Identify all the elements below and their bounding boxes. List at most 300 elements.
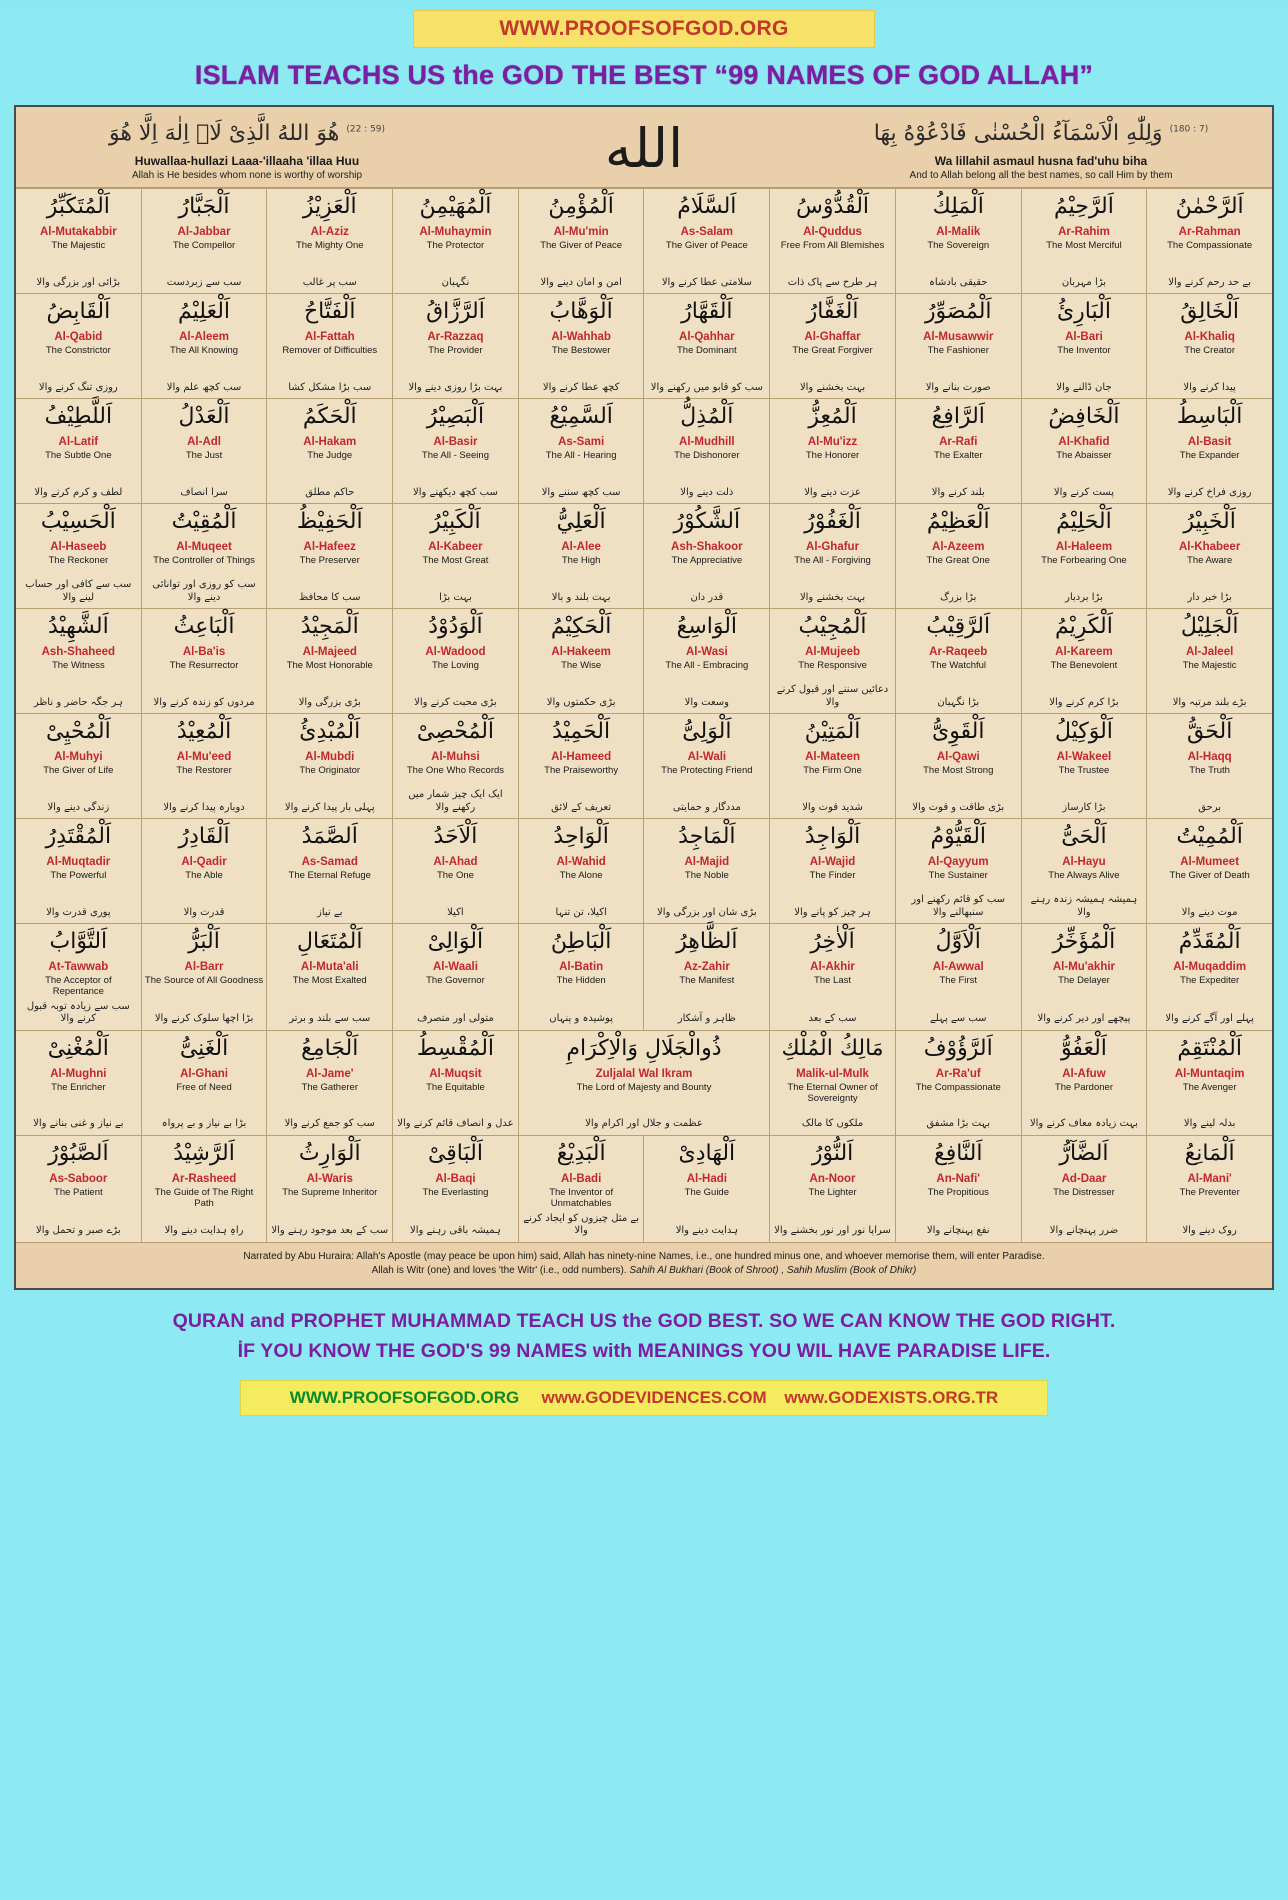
name-cell (644, 819, 769, 923)
name-meaning: The Sustainer (928, 870, 988, 881)
name-urdu-meaning: شدید قوت والا (802, 801, 863, 813)
name-transliteration: As-Samad (301, 856, 358, 868)
name-urdu-meaning: روک دینے والا (1182, 1225, 1237, 1237)
name-urdu-meaning: بڑا بردبار (1065, 591, 1103, 603)
name-urdu-meaning: سب کچھ سننے والا (541, 486, 621, 498)
name-arabic: اَلْبَصِيْرُ (426, 404, 485, 429)
header-right-arabic (826, 117, 1256, 150)
name-arabic: مَالِكُ الْمُلْكِ (781, 1035, 884, 1061)
name-transliteration: Al-Muqtadir (46, 856, 111, 868)
name-urdu-meaning: سب پر غالب (302, 276, 357, 288)
name-meaning: The Judge (307, 450, 353, 461)
name-meaning: The Everlasting (422, 1186, 489, 1198)
name-cell (16, 189, 141, 293)
name-cell (142, 399, 267, 503)
name-transliteration: Al-Waris (306, 1172, 353, 1185)
name-meaning: The Aware (1187, 555, 1233, 566)
name-transliteration: Al-Bari (1065, 331, 1103, 343)
name-arabic: اَلْمُمِيْتُ (1176, 824, 1243, 849)
name-urdu-meaning: ہر چیز کو پانے والا (794, 906, 871, 918)
name-arabic: اَلْكَرِيْمُ (1055, 614, 1113, 639)
name-meaning: The Giver of Death (1169, 870, 1250, 881)
header-right-ref: (7 : 180) (1169, 124, 1209, 135)
name-urdu-meaning: بڑی محبت کرنے والا (414, 696, 497, 708)
name-arabic: اَلْمُعِزُّ (808, 404, 857, 429)
name-transliteration: Al-Latif (58, 436, 99, 448)
name-urdu-meaning: بے حد رحم کرنے والا (1168, 276, 1251, 288)
name-urdu-meaning: بہت بخشنے والا (799, 381, 866, 393)
name-transliteration: Al-Mumeet (1180, 856, 1240, 868)
name-urdu-meaning: بہت بڑا روزی دینے والا (408, 381, 503, 393)
name-transliteration: Ad-Daar (1061, 1172, 1107, 1185)
name-meaning: The Fashioner (927, 345, 989, 356)
name-transliteration: Al-Hadi (686, 1172, 727, 1185)
name-urdu-meaning: جان ڈالنے والا (1056, 381, 1112, 393)
name-cell (393, 714, 518, 818)
name-urdu-meaning: بڑے صبر و تحمل والا (36, 1225, 121, 1237)
name-meaning: The Trustee (1058, 765, 1110, 776)
name-cell (393, 189, 518, 293)
name-urdu-meaning: دوبارہ پیدا کرنے والا (163, 801, 245, 813)
name-cell (1022, 1031, 1147, 1135)
name-meaning: The Controller of Things (153, 555, 255, 566)
name-urdu-meaning: بے نیاز و غنی بنانے والا (33, 1118, 124, 1130)
name-meaning: The Forbearing One (1041, 555, 1127, 566)
name-urdu-meaning: سب سے بلند و برتر (289, 1013, 371, 1025)
name-arabic: اَللَّطِيْفُ (44, 404, 113, 429)
name-transliteration: Al-Alee (561, 541, 601, 553)
name-transliteration: Al-Ghafur (806, 541, 860, 553)
name-urdu-meaning: بے نیاز (316, 906, 343, 918)
name-meaning: The Wise (561, 660, 602, 671)
name-cell (519, 924, 644, 1030)
name-transliteration: Al-Muhyi (54, 751, 103, 763)
name-arabic: اَلْوَلِىُّ (682, 719, 732, 744)
name-meaning: The Majestic (1182, 660, 1237, 671)
name-urdu-meaning: بڑا اچھا سلوک کرنے والا (154, 1013, 254, 1025)
name-meaning: The Most Exalted (292, 975, 367, 986)
name-meaning: The Lord of Majesty and Bounty (576, 1081, 712, 1093)
name-urdu-meaning: نفع پہنچانے والا (926, 1225, 990, 1237)
name-cell (142, 609, 267, 713)
name-transliteration: Ar-Raqeeb (929, 646, 988, 658)
name-urdu-meaning: عدل و انصاف قائم کرنے والا (397, 1118, 514, 1130)
header-left-arabic (32, 117, 462, 150)
link-godevidences[interactable]: www.GODEVIDENCES.COM (541, 1388, 767, 1408)
name-arabic: اَلْبَدِيْعُ (556, 1140, 606, 1166)
name-urdu-meaning: سب کچھ دیکھنے والا (413, 486, 498, 498)
poster-page (0, 10, 1288, 1900)
link-godexists[interactable]: www.GODEXISTS.ORG.TR (784, 1388, 999, 1408)
name-transliteration: Al-Muhsi (431, 751, 480, 763)
name-cell (267, 1031, 392, 1135)
name-meaning: The Preserver (299, 555, 360, 566)
name-meaning: The Inventor of Unmatchables (549, 1186, 614, 1209)
name-arabic: اَلسَّلَامُ (677, 194, 737, 219)
name-transliteration: Al-Barr (184, 961, 224, 973)
name-meaning: The Preventer (1179, 1186, 1240, 1198)
bottom-message-line-2: İF YOU KNOW THE GOD'S 99 NAMES with MEANINGS YOU WIL HAVE PARADISE LIFE. (237, 1339, 1051, 1362)
name-arabic: اَلْحَلِيْمُ (1056, 509, 1112, 534)
name-arabic: اَلْمُصَوِّرُ (924, 299, 992, 324)
name-transliteration: Al-Basir (433, 436, 478, 448)
name-meaning: Free From All Blemishes (780, 240, 885, 251)
name-transliteration: Al-Ahad (433, 856, 478, 868)
bottom-message (0, 1306, 1288, 1366)
name-meaning: The Creator (1184, 345, 1235, 356)
name-transliteration: Al-Muhaymin (419, 226, 492, 238)
name-urdu-meaning: بہت بلند و بالا (551, 591, 611, 603)
name-arabic: اَلرَّحِيْمُ (1054, 194, 1114, 219)
name-urdu-meaning: ضرر پہنچانے والا (1049, 1225, 1119, 1237)
name-cell (770, 504, 895, 608)
name-arabic: اَلسَّمِيْعُ (549, 404, 613, 429)
hadith-footnote (16, 1242, 1272, 1288)
name-transliteration: Ash-Shaheed (41, 646, 116, 658)
name-meaning: The Compassionate (1167, 240, 1253, 251)
top-url-banner[interactable] (413, 10, 875, 48)
name-meaning: The Just (185, 450, 223, 461)
name-transliteration: Al-Majid (684, 856, 730, 868)
name-cell (519, 1136, 644, 1242)
name-transliteration: Al-Haqq (1187, 751, 1232, 763)
header-right-translit: Wa lillahil asmaul husna fad'uhu biha (934, 154, 1148, 168)
name-urdu-meaning: بڑا مہربان (1061, 276, 1107, 288)
name-cell (16, 504, 141, 608)
name-transliteration: Al-Qahhar (679, 331, 735, 343)
name-cell (1147, 399, 1272, 503)
name-cell (16, 294, 141, 398)
name-urdu-meaning: موت دینے والا (1181, 906, 1238, 918)
name-cell (1147, 1136, 1272, 1242)
name-cell (1022, 1136, 1147, 1242)
name-meaning: The Honorer (805, 450, 860, 461)
name-meaning: The Giver of Peace (540, 240, 623, 251)
name-transliteration: Al-Muqeet (176, 541, 232, 553)
name-cell (393, 609, 518, 713)
name-cell (267, 294, 392, 398)
name-cell (142, 1031, 267, 1135)
name-cell (644, 294, 769, 398)
name-arabic: اَلْفَتَّاحُ (303, 299, 356, 324)
name-arabic: اَلضَّآرُّ (1059, 1140, 1109, 1166)
name-arabic: اَلْخَبِيْرُ (1183, 509, 1236, 534)
name-transliteration: Al-Muqsit (429, 1067, 482, 1080)
name-meaning: The Provider (428, 345, 483, 356)
name-cell (267, 504, 392, 608)
name-arabic: اَلْوَاجِدُ (804, 824, 861, 849)
name-urdu-meaning: سب سے زبردست (166, 276, 242, 288)
name-meaning: The All - Embracing (665, 660, 749, 671)
name-meaning: The Pardoner (1054, 1081, 1113, 1093)
name-meaning: The Benevolent (1050, 660, 1118, 671)
name-urdu-meaning: سب کا محافظ (298, 591, 361, 603)
name-transliteration: Al-Qayyum (927, 856, 989, 868)
name-arabic: اَلْعَفُوُّ (1060, 1035, 1107, 1061)
name-cell (770, 819, 895, 923)
name-urdu-meaning: تعریف کے لائق (551, 801, 612, 813)
name-meaning: The Dishonorer (674, 450, 740, 461)
name-meaning: The Praiseworthy (544, 765, 619, 776)
name-transliteration: An-Nafi' (936, 1172, 981, 1185)
name-urdu-meaning: سب کو قائم رکھنے اور سنبھالنے والا (911, 894, 1006, 918)
link-proofsofgod[interactable]: WWW.PROOFSOFGOD.ORG (289, 1388, 520, 1408)
name-arabic: اَلرَّحْمٰنُ (1175, 194, 1244, 219)
name-urdu-meaning: بڑی شان اور بزرگی والا (657, 906, 757, 918)
name-transliteration: Ar-Ra'uf (935, 1067, 981, 1080)
name-transliteration: As-Salam (680, 226, 734, 238)
name-meaning: The Abaisser (1056, 450, 1112, 461)
name-arabic: اَلْمُؤْمِنُ (548, 194, 614, 219)
name-meaning: The Guide (684, 1186, 730, 1198)
name-transliteration: Al-Ba'is (182, 646, 226, 658)
name-urdu-meaning: بڑی طاقت و قوت والا (912, 801, 1005, 813)
name-meaning: The Protecting Friend (661, 765, 753, 776)
name-cell (267, 1136, 392, 1242)
name-urdu-meaning: سلامتی عطا کرنے والا (661, 276, 752, 288)
name-arabic: اَلْحَسِيْبُ (40, 509, 116, 534)
name-cell (1022, 819, 1147, 923)
name-urdu-meaning: ہر طرح سے پاک ذات (787, 276, 878, 288)
name-meaning: The Most Great (422, 555, 489, 566)
name-cell (267, 924, 392, 1030)
name-transliteration: Ar-Rahim (1058, 226, 1110, 238)
name-transliteration: Al-Hakeem (551, 646, 611, 658)
name-arabic: اَلْوَاسِعُ (676, 614, 738, 639)
name-transliteration: Al-Kareem (1055, 646, 1113, 658)
name-urdu-meaning: حقیقی بادشاہ (929, 276, 988, 288)
name-arabic: اَلْحَمِيْدُ (552, 719, 611, 744)
name-cell (267, 189, 392, 293)
name-urdu-meaning: ظاہر و آشکار (677, 1013, 736, 1025)
name-urdu-meaning: بہت بڑا مشفق (926, 1118, 991, 1130)
name-transliteration: Al-Kabeer (428, 541, 483, 553)
name-arabic: اَلْعَلِيْمُ (178, 299, 231, 324)
name-cell (1022, 609, 1147, 713)
name-transliteration: Al-Basit (1187, 436, 1232, 448)
name-arabic: اَلْغَفَّارُ (806, 299, 859, 324)
name-cell (16, 819, 141, 923)
name-transliteration: Al-Mu'eed (176, 751, 232, 763)
name-transliteration: Ar-Rafi (939, 436, 978, 448)
name-arabic: اَلْوَكِيْلُ (1054, 719, 1113, 744)
name-transliteration: Al-Jaleel (1185, 646, 1234, 658)
name-transliteration: Al-Jame' (306, 1067, 354, 1080)
name-urdu-meaning: بہت زیادہ معاف کرنے والا (1029, 1118, 1138, 1130)
name-cell (142, 189, 267, 293)
name-transliteration: Al-Wahid (556, 856, 606, 868)
name-meaning: The High (561, 555, 601, 566)
name-meaning: The Most Strong (923, 765, 994, 776)
name-transliteration: Al-Mu'akhir (1052, 961, 1116, 973)
name-transliteration: Al-Fattah (304, 331, 355, 343)
name-transliteration: Al-Quddus (803, 226, 862, 238)
name-meaning: The Giver of Peace (665, 240, 748, 251)
name-meaning: The All Knowing (169, 345, 239, 356)
name-urdu-meaning: بڑا خبر دار (1187, 591, 1232, 603)
name-transliteration: Al-Wadood (425, 646, 486, 658)
name-transliteration: Ar-Rasheed (171, 1172, 237, 1185)
name-cell (519, 189, 644, 293)
name-meaning: The Majestic (51, 240, 106, 251)
name-meaning: The Sovereign (927, 240, 990, 251)
name-cell (896, 819, 1021, 923)
name-arabic: اَلْجَامِعُ (301, 1035, 359, 1061)
name-cell (267, 399, 392, 503)
name-cell (644, 714, 769, 818)
name-arabic: اَلْهَادِىْ (678, 1140, 736, 1166)
name-urdu-meaning: بڑے بلند مرتبہ والا (1172, 696, 1247, 708)
name-meaning: The Gatherer (301, 1081, 358, 1093)
name-urdu-meaning: ہر جگہ حاضر و ناظر (33, 696, 123, 708)
name-cell (896, 399, 1021, 503)
name-meaning: The First (939, 975, 977, 986)
name-meaning: The Last (814, 975, 852, 986)
name-arabic: اَلْوَالِىْ (427, 929, 484, 954)
name-transliteration: As-Sami (558, 436, 605, 448)
header-right-verse (826, 117, 1256, 181)
name-arabic: اَلْبَاقِىْ (427, 1140, 483, 1166)
hadith-source: Sahih Al Bukhari (Book of Shroot) , Sahih Muslim (Book of Dhikr) (629, 1265, 917, 1277)
name-transliteration: Al-Khabeer (1178, 541, 1241, 553)
name-cell (770, 189, 895, 293)
name-cell (393, 399, 518, 503)
name-transliteration: Al-Mu'izz (807, 436, 858, 448)
name-cell (393, 504, 518, 608)
name-urdu-meaning: قدرت والا (183, 906, 225, 918)
name-transliteration: Al-Mutakabbir (40, 226, 117, 238)
name-cell (142, 924, 267, 1030)
name-meaning: The Equitable (426, 1081, 485, 1093)
name-arabic: اَلْقَيُّوْمُ (930, 824, 987, 849)
name-cell (1147, 924, 1272, 1030)
header-left-verse (32, 117, 462, 181)
name-urdu-meaning: سب سے پہلے (929, 1013, 987, 1025)
header-left-translit: Huwallaa-hullazi Laaa-'illaaha 'illaa Huu (134, 154, 360, 168)
name-arabic: اَلْمُقَدِّمُ (1178, 929, 1241, 954)
name-transliteration: Al-Aleem (179, 331, 229, 343)
name-cell (267, 819, 392, 923)
name-arabic: اَلْقُدُّوْسُ (796, 194, 870, 219)
hadith-line-1: Narrated by Abu Huraira: Allah's Apostle (may peace be upon him) said, Allah has ninety-nine Names, i.e., one hundred minus one, and whoever memorise them, will enter Paradise. (243, 1250, 1045, 1262)
name-urdu-meaning: پوری قدرت والا (46, 906, 111, 918)
name-arabic: اَلرَّشِيْدُ (173, 1140, 235, 1166)
name-transliteration: Al-Qawi (936, 751, 980, 763)
name-arabic: اَلْعَزِيْزُ (302, 194, 357, 219)
name-urdu-meaning: بے مثل چیزوں کو ایجاد کرنے والا (523, 1212, 640, 1237)
name-urdu-meaning: پہلے اور آگے کرنے والا (1165, 1013, 1254, 1025)
name-arabic: اَلْمُغْنِىْ (47, 1035, 109, 1061)
name-arabic: اَلْوَارِثُ (298, 1140, 361, 1166)
name-cell (1147, 1031, 1272, 1135)
name-arabic: اَلْوَهَّابُ (549, 299, 613, 324)
name-urdu-meaning: لطف و کرم کرنے والا (34, 486, 123, 498)
name-cell (770, 399, 895, 503)
name-transliteration: Al-Musawwir (923, 331, 994, 343)
name-meaning: The Most Merciful (1046, 240, 1122, 251)
name-meaning: The Compellor (172, 240, 236, 251)
name-cell (16, 609, 141, 713)
name-cell (896, 294, 1021, 398)
name-cell (644, 189, 769, 293)
name-cell (644, 1136, 769, 1242)
name-arabic: اَلْمُعِيْدُ (176, 719, 232, 744)
name-urdu-meaning: ہمیشہ باقی رہنے والا (410, 1225, 501, 1237)
name-cell (770, 714, 895, 818)
name-meaning: The Guide of The Right Path (154, 1186, 254, 1209)
name-cell (519, 819, 644, 923)
name-transliteration: Al-Mu'min (553, 226, 609, 238)
name-arabic: اَلْعَدْلُ (178, 404, 230, 429)
name-cell (393, 924, 518, 1030)
page-title: ISLAM TEACHS US the GOD THE BEST “99 NAMES OF GOD ALLAH” (194, 60, 1094, 90)
name-urdu-meaning: کچھ عطا کرنے والا (542, 381, 620, 393)
name-arabic: اَلشَّكُوْرُ (673, 509, 741, 534)
name-urdu-meaning: ذلت دینے والا (680, 486, 734, 498)
allah-arabic-text: الله (604, 117, 684, 180)
name-transliteration: Al-Mateen (805, 751, 861, 763)
name-cell (267, 714, 392, 818)
name-urdu-meaning: ایک ایک چیز شمار میں رکھنے والا (408, 789, 503, 813)
name-meaning: The Great Forgiver (792, 345, 873, 356)
name-cell (1022, 294, 1147, 398)
header-right-arabic-text: وَلِلّٰهِ الْاَسْمَآءُ الْحُسْنٰى فَادْعُوْهُ بِهَا (873, 121, 1163, 146)
name-arabic: اَلْمُجِيْبُ (798, 614, 867, 639)
name-transliteration: Al-Aziz (310, 226, 349, 238)
name-cell (644, 924, 769, 1030)
name-arabic: اَلْبَاعِثُ (173, 614, 235, 639)
name-urdu-meaning: مددگار و حمایتی (672, 801, 741, 813)
name-transliteration: Al-Hakam (303, 436, 357, 448)
name-meaning: The Eternal Owner of Sovereignty (787, 1081, 878, 1104)
name-arabic: اَلظَّاهِرُ (676, 929, 738, 954)
name-arabic: اَلْكَبِيْرُ (430, 509, 481, 534)
name-transliteration: Al-Haseeb (50, 541, 107, 553)
name-arabic: اَلْمُهَيْمِنُ (419, 194, 492, 219)
name-transliteration: Al-Jabbar (177, 226, 231, 238)
name-meaning: The Protector (426, 240, 485, 251)
name-transliteration: Al-Wahhab (551, 331, 611, 343)
name-meaning: The Inventor (1057, 345, 1111, 356)
name-urdu-meaning: سب سے زیادہ توبہ قبول کرنے والا (26, 1000, 130, 1025)
name-urdu-meaning: سب کو روزی اور توانائی دینے والا (152, 579, 256, 603)
name-cell (1147, 819, 1272, 923)
name-transliteration: Al-Malik (936, 226, 981, 238)
name-cell (519, 504, 644, 608)
name-cell (896, 609, 1021, 713)
name-cell (770, 924, 895, 1030)
name-urdu-meaning: پیدا کرنے والا (1183, 381, 1236, 393)
name-arabic: اَلْحَفِيْظُ (296, 509, 363, 534)
name-urdu-meaning: اکیلا (447, 906, 464, 918)
name-arabic: اَلْحَكَمُ (302, 404, 357, 429)
name-meaning: The Witness (51, 660, 105, 671)
name-arabic: اَلْمُقْتَدِرُ (45, 824, 112, 849)
name-meaning: The Source of All Goodness (144, 975, 264, 986)
name-cell (896, 504, 1021, 608)
name-meaning: Remover of Difficulties (282, 345, 378, 356)
name-transliteration: Al-Khaliq (1184, 331, 1235, 343)
name-transliteration: Malik-ul-Mulk (796, 1067, 869, 1080)
name-transliteration: Al-Ghani (180, 1067, 228, 1080)
name-meaning: The Restorer (176, 765, 232, 776)
name-arabic: اَلْمَتِيْنُ (804, 719, 861, 744)
name-meaning: The Firm One (803, 765, 862, 776)
allah-calligraphy (504, 117, 784, 180)
name-transliteration: Al-Qadir (181, 856, 227, 868)
name-transliteration: Al-Mudhill (679, 436, 735, 448)
name-cell (1022, 399, 1147, 503)
